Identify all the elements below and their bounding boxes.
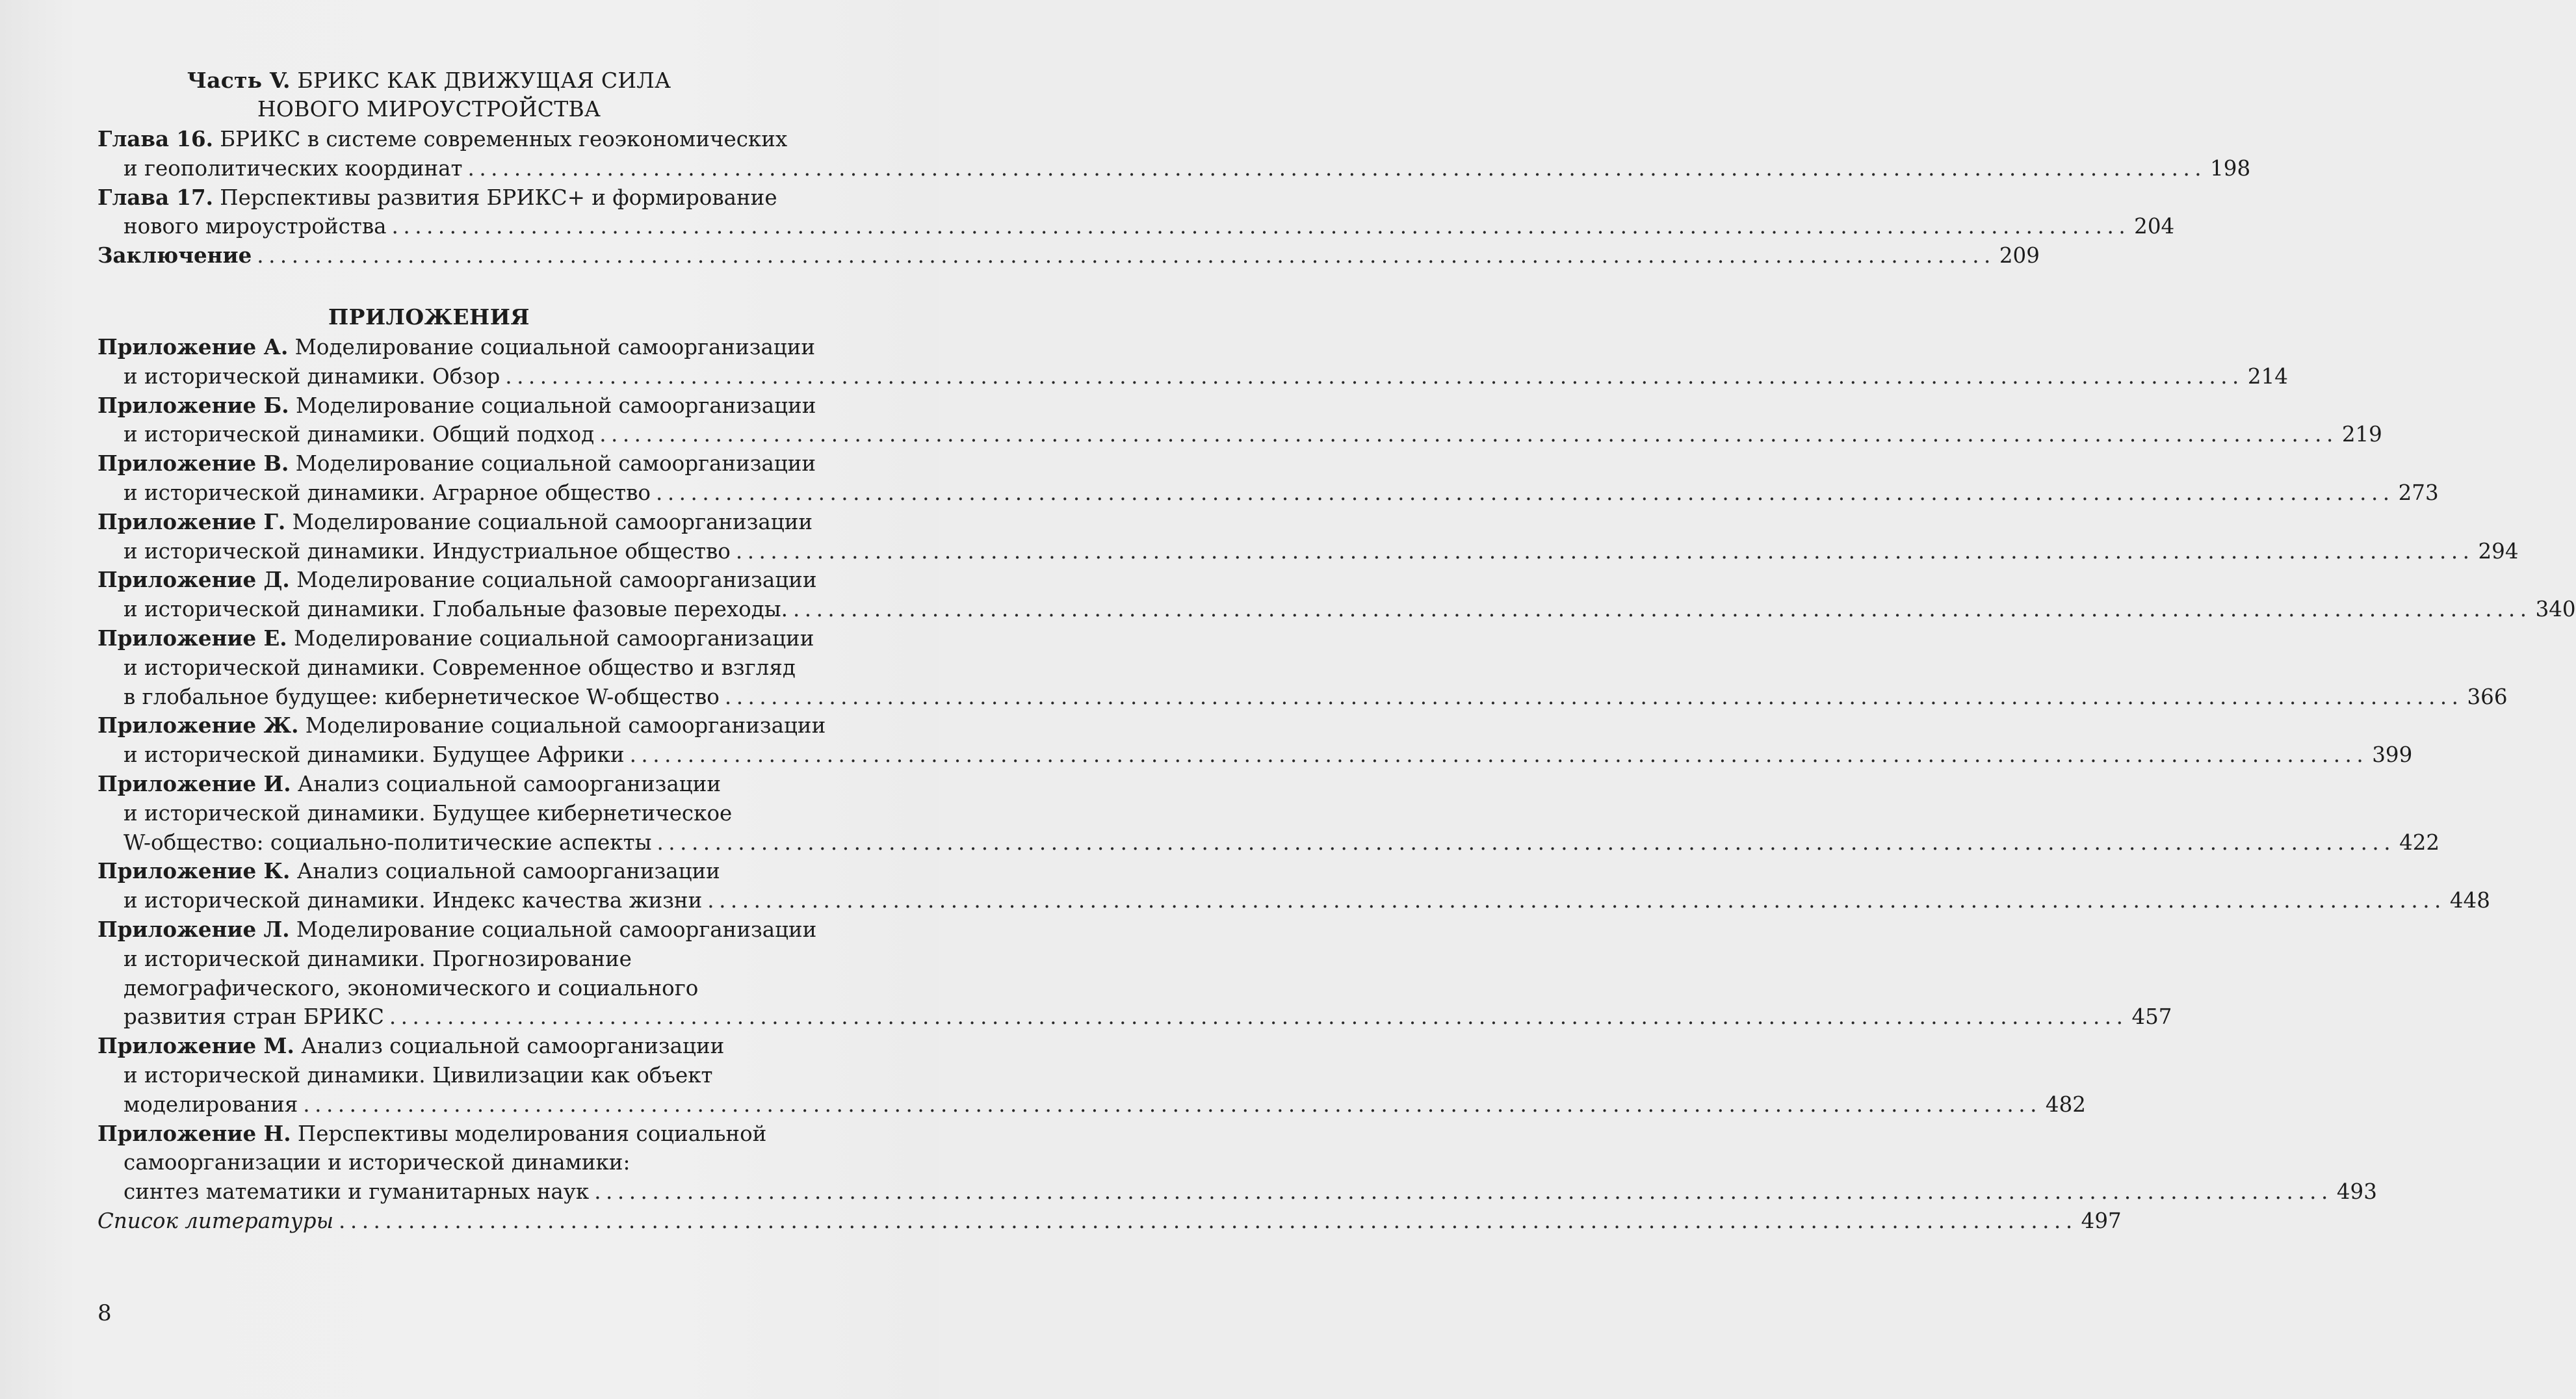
leader-dots: ...................................................................................................................................................... bbox=[792, 597, 2532, 622]
entry-title-end: и исторической динамики. Аграрное общество bbox=[124, 480, 651, 505]
entry-title-continuation: самоорганизации и исторической динамики: bbox=[124, 1150, 631, 1175]
entry-first-line bbox=[98, 183, 858, 213]
toc-entry-appendix[interactable] bbox=[98, 624, 2508, 711]
entry-title-end: моделирования bbox=[124, 1092, 298, 1117]
entry-last-line bbox=[98, 828, 2440, 857]
entry-last-line bbox=[98, 1090, 2086, 1119]
toc-entry-bibliography[interactable] bbox=[98, 1207, 2122, 1236]
entry-last-line bbox=[98, 886, 2490, 915]
entry-first-line bbox=[98, 857, 858, 886]
entry-title: Моделирование социальной самоорганизации bbox=[292, 509, 813, 534]
toc-entry-appendix[interactable] bbox=[98, 770, 2440, 857]
entry-label: Глава 16. bbox=[98, 126, 213, 151]
entry-label: Приложение Д. bbox=[98, 567, 290, 593]
entry-last-line bbox=[98, 362, 2288, 391]
entry-title-end: синтез математики и гуманитарных наук bbox=[124, 1179, 590, 1205]
entry-title: Анализ социальной самоорганизации bbox=[297, 771, 721, 796]
page-ref: 340 bbox=[2535, 597, 2576, 622]
page-ref: 457 bbox=[2131, 1004, 2172, 1030]
entry-title-end: и исторической динамики. Будущее Африки bbox=[124, 742, 625, 768]
page-ref: 448 bbox=[2449, 888, 2490, 913]
toc-entry-appendix[interactable] bbox=[98, 711, 2413, 770]
page-ref: 493 bbox=[2336, 1179, 2377, 1205]
entry-title-end: и исторической динамики. Индекс качества жизни bbox=[124, 888, 703, 913]
conclusion-label: Заключение bbox=[98, 242, 252, 268]
entry-label: Приложение Е. bbox=[98, 625, 287, 651]
toc-entry-appendix[interactable] bbox=[98, 1032, 2086, 1119]
entry-last-line bbox=[98, 740, 2413, 770]
toc-entry-appendix[interactable] bbox=[98, 1119, 2377, 1207]
entry-label: Приложение А. bbox=[98, 333, 289, 360]
entry-title: Анализ социальной самоорганизации bbox=[301, 1034, 725, 1059]
entry-title-continuation: и исторической динамики. Цивилизации как объект bbox=[124, 1062, 713, 1088]
entry-label: Приложение Л. bbox=[98, 916, 290, 942]
bibliography-label: Список литературы bbox=[98, 1208, 334, 1233]
leader-dots: ...................................................................................................................................................... bbox=[505, 363, 2244, 389]
entry-first-line bbox=[98, 770, 858, 799]
page-ref: 219 bbox=[2341, 422, 2382, 447]
table-of-contents bbox=[98, 66, 2576, 1236]
entry-last-line bbox=[98, 1177, 2377, 1207]
leader-dots: ...................................................................................................................................................... bbox=[724, 684, 2464, 709]
entry-title-continuation: и исторической динамики. Прогнозирование bbox=[124, 946, 632, 971]
entry-first-line bbox=[98, 624, 858, 653]
entry-label: Приложение К. bbox=[98, 858, 291, 884]
entry-title-continuation: и исторической динамики. Будущее кибернетическое bbox=[124, 800, 733, 826]
page-ref: 422 bbox=[2399, 830, 2440, 855]
entry-title-continuation: и исторической динамики. Современное общество и взгляд bbox=[124, 655, 796, 680]
toc-entry-appendix[interactable] bbox=[98, 857, 2490, 915]
leader-dots: ...................................................................................................................................................... bbox=[389, 1004, 2128, 1030]
entry-label: Приложение В. bbox=[98, 451, 289, 477]
entry-title: Моделирование социальной самоорганизации bbox=[296, 568, 817, 593]
entry-title-end: в глобальное будущее: кибернетическое W-общество bbox=[124, 684, 720, 709]
entry-label: Приложение Г. bbox=[98, 508, 286, 534]
leader-dots: ...................................................................................................................................................... bbox=[257, 243, 1996, 268]
toc-entry-appendix[interactable] bbox=[98, 508, 2519, 566]
toc-entry-appendix[interactable] bbox=[98, 333, 2288, 391]
entry-title: Моделирование социальной самоорганизации bbox=[293, 625, 814, 651]
leader-dots: ...................................................................................................................................................... bbox=[656, 480, 2395, 505]
toc-entry-appendix[interactable] bbox=[98, 566, 2576, 624]
toc-entry-chapter[interactable] bbox=[98, 183, 2175, 242]
entry-label: Приложение Б. bbox=[98, 392, 289, 418]
entry-first-line bbox=[98, 449, 858, 478]
entry-title-end: и исторической динамики. Общий подход bbox=[124, 422, 595, 447]
entry-title: Анализ социальной самоорганизации bbox=[296, 859, 720, 884]
entry-first-line bbox=[98, 1032, 858, 1061]
entry-title: Моделирование социальной самоорганизации bbox=[295, 393, 816, 418]
entry-first-line bbox=[98, 333, 858, 362]
page-ref: 366 bbox=[2467, 684, 2508, 709]
entry-last-line bbox=[98, 212, 2175, 241]
entry-first-line bbox=[98, 915, 858, 945]
entry-first-line bbox=[98, 566, 858, 595]
toc-entry-appendix[interactable] bbox=[98, 391, 2382, 450]
entry-title-end: и исторической динамики. Обзор bbox=[124, 363, 501, 389]
leader-dots: ...................................................................................................................................................... bbox=[657, 830, 2396, 855]
entry-title: БРИКС в системе современных геоэкономических bbox=[220, 127, 788, 151]
entry-last-line bbox=[98, 683, 2508, 712]
part-heading bbox=[98, 66, 761, 124]
leader-dots: ...................................................................................................................................................... bbox=[599, 422, 2338, 447]
page-ref: 273 bbox=[2398, 480, 2439, 505]
entry-title-end: развития стран БРИКС bbox=[124, 1004, 384, 1030]
entry-first-line bbox=[98, 391, 858, 421]
page-number: 8 bbox=[98, 1300, 112, 1326]
entry-first-line bbox=[98, 508, 858, 537]
entry-label: Приложение Ж. bbox=[98, 713, 299, 739]
entry-title: Моделирование социальной самоорганизации bbox=[296, 917, 817, 942]
leader-dots: ...................................................................................................................................................... bbox=[594, 1179, 2333, 1205]
leader-dots: ...................................................................................................................................................... bbox=[629, 742, 2369, 768]
entry-title-end: и исторической динамики. Индустриальное общество bbox=[124, 538, 731, 564]
entry-first-line bbox=[98, 125, 858, 154]
toc-entry-chapter[interactable] bbox=[98, 125, 2251, 183]
entry-last-line bbox=[98, 1002, 2172, 1032]
entry-title-end: нового мироустройства bbox=[124, 214, 387, 239]
entry-last-line bbox=[98, 595, 2576, 624]
toc-entry-appendix[interactable] bbox=[98, 915, 2172, 1032]
page-ref: 204 bbox=[2134, 214, 2175, 239]
entry-first-line bbox=[98, 711, 858, 740]
entry-title-end: W-общество: социально-политические аспекты bbox=[124, 830, 652, 855]
entry-last-line bbox=[98, 478, 2439, 508]
toc-entry-conclusion[interactable] bbox=[98, 241, 2040, 270]
toc-entry-appendix[interactable] bbox=[98, 449, 2439, 508]
leader-dots: ...................................................................................................................................................... bbox=[391, 214, 2131, 239]
part-label: Часть V. bbox=[187, 68, 291, 93]
entry-last-line bbox=[98, 154, 2251, 183]
entry-title: Перспективы моделирования социальной bbox=[297, 1121, 767, 1146]
page-ref: 214 bbox=[2247, 363, 2288, 389]
leader-dots: ...................................................................................................................................................... bbox=[339, 1208, 2077, 1233]
page-ref: 399 bbox=[2372, 742, 2413, 768]
appendix-heading: ПРИЛОЖЕНИЯ bbox=[328, 304, 530, 330]
entry-label: Глава 17. bbox=[98, 184, 213, 210]
entry-last-line bbox=[98, 420, 2382, 449]
part-title-line1: БРИКС КАК ДВИЖУЩАЯ СИЛА bbox=[297, 68, 671, 93]
page-ref: 482 bbox=[2045, 1092, 2086, 1117]
appendix-list bbox=[98, 333, 2576, 1207]
page-ref: 497 bbox=[2081, 1208, 2122, 1233]
page-ref: 209 bbox=[1999, 243, 2040, 268]
leader-dots: ...................................................................................................................................................... bbox=[707, 888, 2446, 913]
page-ref: 198 bbox=[2210, 155, 2251, 181]
entry-title-continuation: демографического, экономического и социального bbox=[124, 975, 699, 1000]
entry-title: Моделирование социальной самоорганизации bbox=[305, 713, 826, 739]
entry-title-end: и геополитических координат bbox=[124, 155, 463, 181]
leader-dots: ...................................................................................................................................................... bbox=[467, 155, 2207, 181]
page-ref: 294 bbox=[2478, 538, 2519, 564]
entry-title: Перспективы развития БРИКС+ и формирование bbox=[220, 185, 777, 210]
chapter-list bbox=[98, 125, 2251, 241]
entry-label: Приложение И. bbox=[98, 770, 291, 796]
entry-last-line bbox=[98, 537, 2519, 566]
part-heading-line-1 bbox=[98, 66, 761, 95]
entry-title-end: и исторической динамики. Глобальные фазовые переходы. bbox=[124, 597, 788, 622]
entry-title: Моделирование социальной самоорганизации bbox=[294, 334, 816, 360]
entry-label: Приложение М. bbox=[98, 1033, 294, 1059]
leader-dots: ...................................................................................................................................................... bbox=[303, 1092, 2042, 1117]
entry-title: Моделирование социальной самоорганизации bbox=[295, 451, 816, 477]
entry-first-line bbox=[98, 1119, 858, 1149]
entry-label: Приложение Н. bbox=[98, 1120, 291, 1146]
part-title-line2: НОВОГО МИРОУСТРОЙСТВА bbox=[257, 96, 601, 122]
leader-dots: ...................................................................................................................................................... bbox=[735, 538, 2475, 564]
